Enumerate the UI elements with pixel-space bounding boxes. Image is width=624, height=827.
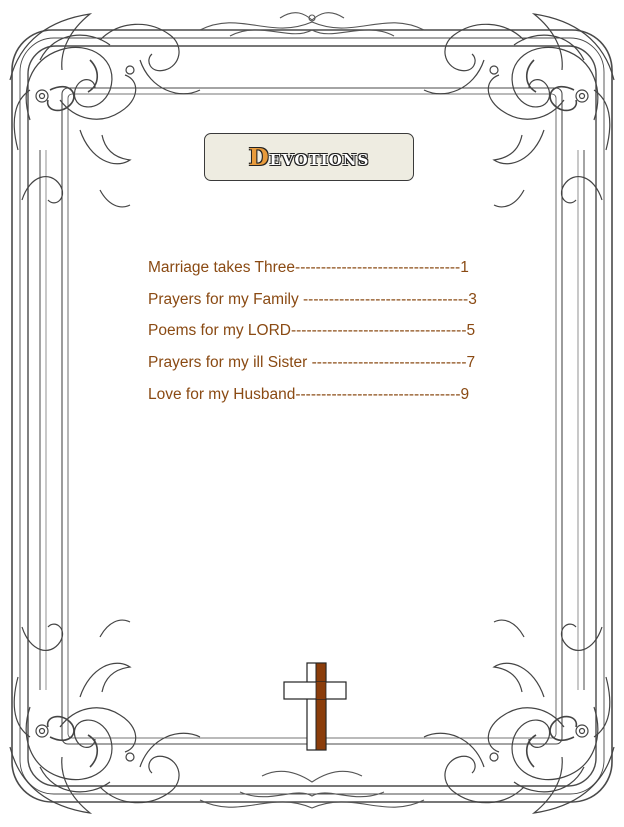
title-box	[204, 133, 414, 181]
page-title	[249, 144, 370, 171]
cross-icon	[283, 662, 347, 752]
toc-label: Prayers for my Family	[148, 290, 304, 308]
toc-leader: ------------------------------	[311, 354, 467, 372]
table-of-contents	[148, 256, 488, 414]
toc-page: 3	[468, 290, 477, 308]
title-first-letter: D	[248, 143, 270, 171]
toc-leader: ----------------------------------	[290, 322, 467, 340]
toc-page: 5	[466, 322, 476, 340]
toc-label: Poems for my LORD	[148, 322, 291, 340]
toc-leader: --------------------------------	[295, 385, 461, 403]
toc-label: Marriage takes Three	[148, 259, 296, 276]
toc-page: 1	[460, 259, 469, 276]
toc-page: 9	[460, 385, 470, 403]
toc-entry	[148, 351, 488, 383]
toc-page: 7	[466, 354, 476, 372]
toc-label: Love for my Husband	[148, 385, 296, 403]
toc-entry	[148, 383, 488, 415]
toc-label: Prayers for my ill Sister	[148, 354, 312, 372]
toc-leader: --------------------------------	[303, 290, 469, 308]
title-rest: evotions	[269, 144, 370, 170]
toc-entry	[148, 256, 488, 288]
toc-entry	[148, 319, 488, 351]
toc-entry	[148, 288, 488, 320]
toc-leader: --------------------------------	[295, 259, 461, 276]
